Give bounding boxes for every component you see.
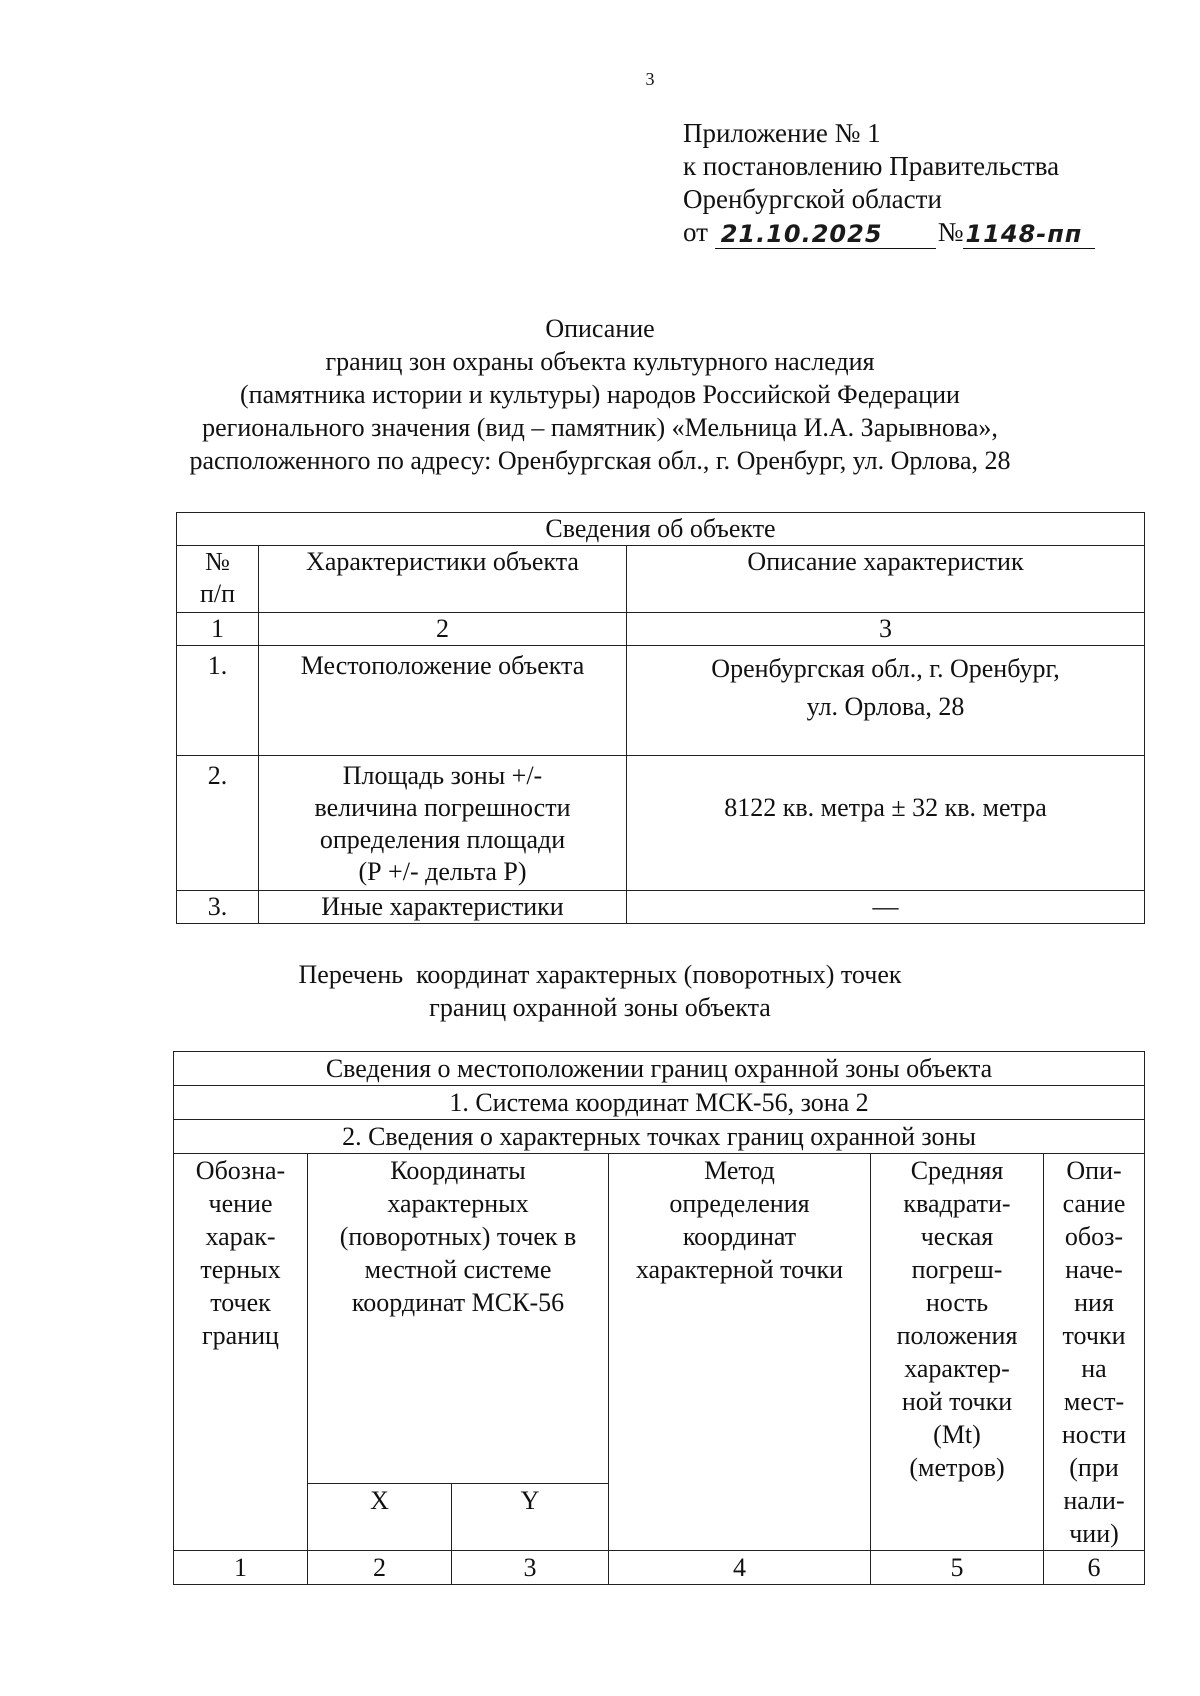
header-num <box>177 546 259 613</box>
col5-line: (Mt) <box>933 1420 981 1449</box>
header-point-description <box>1044 1154 1145 1551</box>
coord-col-number-4: 4 <box>609 1551 871 1585</box>
row-3-description: — <box>627 891 1145 924</box>
col2-line: координат МСК-56 <box>351 1288 565 1317</box>
col6-line: на <box>1081 1354 1107 1383</box>
col2-line: местной системе <box>364 1255 552 1284</box>
col5-line: ность <box>925 1288 989 1317</box>
col4-line: Метод <box>704 1156 775 1185</box>
col6-line: чии) <box>1069 1519 1119 1548</box>
header-x: X <box>308 1483 452 1551</box>
row-2-characteristic-line-2: величина погрешности <box>314 793 571 822</box>
col1-line: чение <box>208 1189 273 1218</box>
coord-col-number-2: 2 <box>308 1551 452 1585</box>
row-1-description <box>627 646 1145 756</box>
col4-line: характерной точки <box>635 1255 844 1284</box>
col4-line: координат <box>682 1222 797 1251</box>
row-1-num: 1. <box>177 646 259 756</box>
title-line-4: регионального значения (вид – памятник) «Мельница И.А. Зарывнова», <box>202 413 998 442</box>
row-2-characteristic-line-4: (Р +/- дельта Р) <box>358 857 527 886</box>
col1-line: Обозна- <box>195 1156 286 1185</box>
row-3-num: 3. <box>177 891 259 924</box>
col-number-2: 2 <box>259 613 627 646</box>
title-line-2: границ зон охраны объекта культурного наследия <box>325 347 875 376</box>
col6-line: мест- <box>1063 1387 1125 1416</box>
row-1-characteristic: Местоположение объекта <box>259 646 627 756</box>
col1-line: точек <box>210 1288 271 1317</box>
col2-line: Координаты <box>390 1156 526 1185</box>
row-1-description-line-1: Оренбургская обл., г. Оренбург, <box>711 654 1060 683</box>
header-y: Y <box>452 1483 609 1551</box>
object-table-caption: Сведения об объекте <box>177 513 1145 546</box>
handwritten-number: 1148-пп <box>963 218 1095 249</box>
col6-line: нали- <box>1063 1486 1125 1515</box>
appendix-line-1: Приложение № 1 <box>683 118 881 148</box>
col4-line: определения <box>669 1189 810 1218</box>
subtitle-line-2: границ охранной зоны объекта <box>429 993 771 1022</box>
row-3-characteristic: Иные характеристики <box>259 891 627 924</box>
row-2-characteristic <box>259 756 627 891</box>
coordinates-subtitle <box>0 958 1200 1024</box>
coord-col-number-1: 1 <box>174 1551 308 1585</box>
col5-line: положения <box>896 1321 1018 1350</box>
col1-line: границ <box>202 1321 279 1350</box>
number-label: № <box>937 217 964 247</box>
header-num-text: № п/п <box>199 547 236 608</box>
title-line-1: Описание <box>545 314 655 343</box>
subtitle-line-1: Перечень координат характерных (поворотных) точек <box>298 960 902 989</box>
appendix-block <box>683 117 1095 249</box>
document-title <box>0 312 1200 477</box>
col5-line: квадрати- <box>903 1189 1011 1218</box>
row-2-characteristic-line-1: Площадь зоны +/- <box>342 761 543 790</box>
title-line-3: (памятника истории и культуры) народов Российской Федерации <box>240 380 960 409</box>
row-2-num: 2. <box>177 756 259 891</box>
col-number-3: 3 <box>627 613 1145 646</box>
header-mean-error <box>871 1154 1044 1551</box>
header-method <box>609 1154 871 1551</box>
col5-line: характер- <box>904 1354 1010 1383</box>
row-2-characteristic-line-3: определения площади <box>319 825 566 854</box>
col2-line: (поворотных) точек в <box>339 1222 577 1251</box>
appendix-line-2: к постановлению Правительства <box>683 151 1060 181</box>
row-2-description: 8122 кв. метра ± 32 кв. метра <box>627 756 1145 891</box>
coord-col-number-6: 6 <box>1044 1551 1145 1585</box>
col2-line: характерных <box>387 1189 529 1218</box>
col6-line: сание <box>1062 1189 1126 1218</box>
handwritten-date: 21.10.2025 <box>715 218 936 249</box>
col5-line: (метров) <box>909 1453 1005 1482</box>
coord-system-row: 1. Система координат МСК-56, зона 2 <box>174 1086 1145 1120</box>
col6-line: обоз- <box>1064 1222 1124 1251</box>
col6-line: точки <box>1062 1321 1126 1350</box>
coord-col-number-3: 3 <box>452 1551 609 1585</box>
col6-line: ности <box>1061 1420 1127 1449</box>
page-number: 3 <box>645 69 655 89</box>
object-info-table <box>176 512 1145 924</box>
appendix-line-3: Оренбургской области <box>683 184 942 214</box>
from-label: от <box>683 217 708 247</box>
col6-line: (при <box>1069 1453 1119 1482</box>
col6-line: наче- <box>1065 1255 1123 1284</box>
col5-line: Средняя <box>910 1156 1004 1185</box>
header-point-designation <box>174 1154 308 1551</box>
header-characteristic: Характеристики объекта <box>259 546 627 613</box>
header-coordinates <box>308 1154 609 1484</box>
row-1-description-line-2: ул. Орлова, 28 <box>806 692 965 721</box>
title-line-5: расположенного по адресу: Оренбургская обл., г. Оренбург, ул. Орлова, 28 <box>189 446 1011 475</box>
col-number-1: 1 <box>177 613 259 646</box>
col1-line: терных <box>200 1255 281 1284</box>
coord-table-caption: Сведения о местоположении границ охранной зоны объекта <box>174 1052 1145 1086</box>
coord-section-row: 2. Сведения о характерных точках границ охранной зоны <box>174 1120 1145 1154</box>
header-description: Описание характеристик <box>627 546 1145 613</box>
appendix-date-line <box>683 216 1095 249</box>
col6-line: Опи- <box>1066 1156 1122 1185</box>
col5-line: ческая <box>920 1222 994 1251</box>
col5-line: ной точки <box>901 1387 1013 1416</box>
col5-line: погреш- <box>911 1255 1003 1284</box>
coord-col-number-5: 5 <box>871 1551 1044 1585</box>
col1-line: харак- <box>205 1222 276 1251</box>
col6-line: ния <box>1074 1288 1114 1317</box>
coordinates-table <box>173 1051 1145 1585</box>
